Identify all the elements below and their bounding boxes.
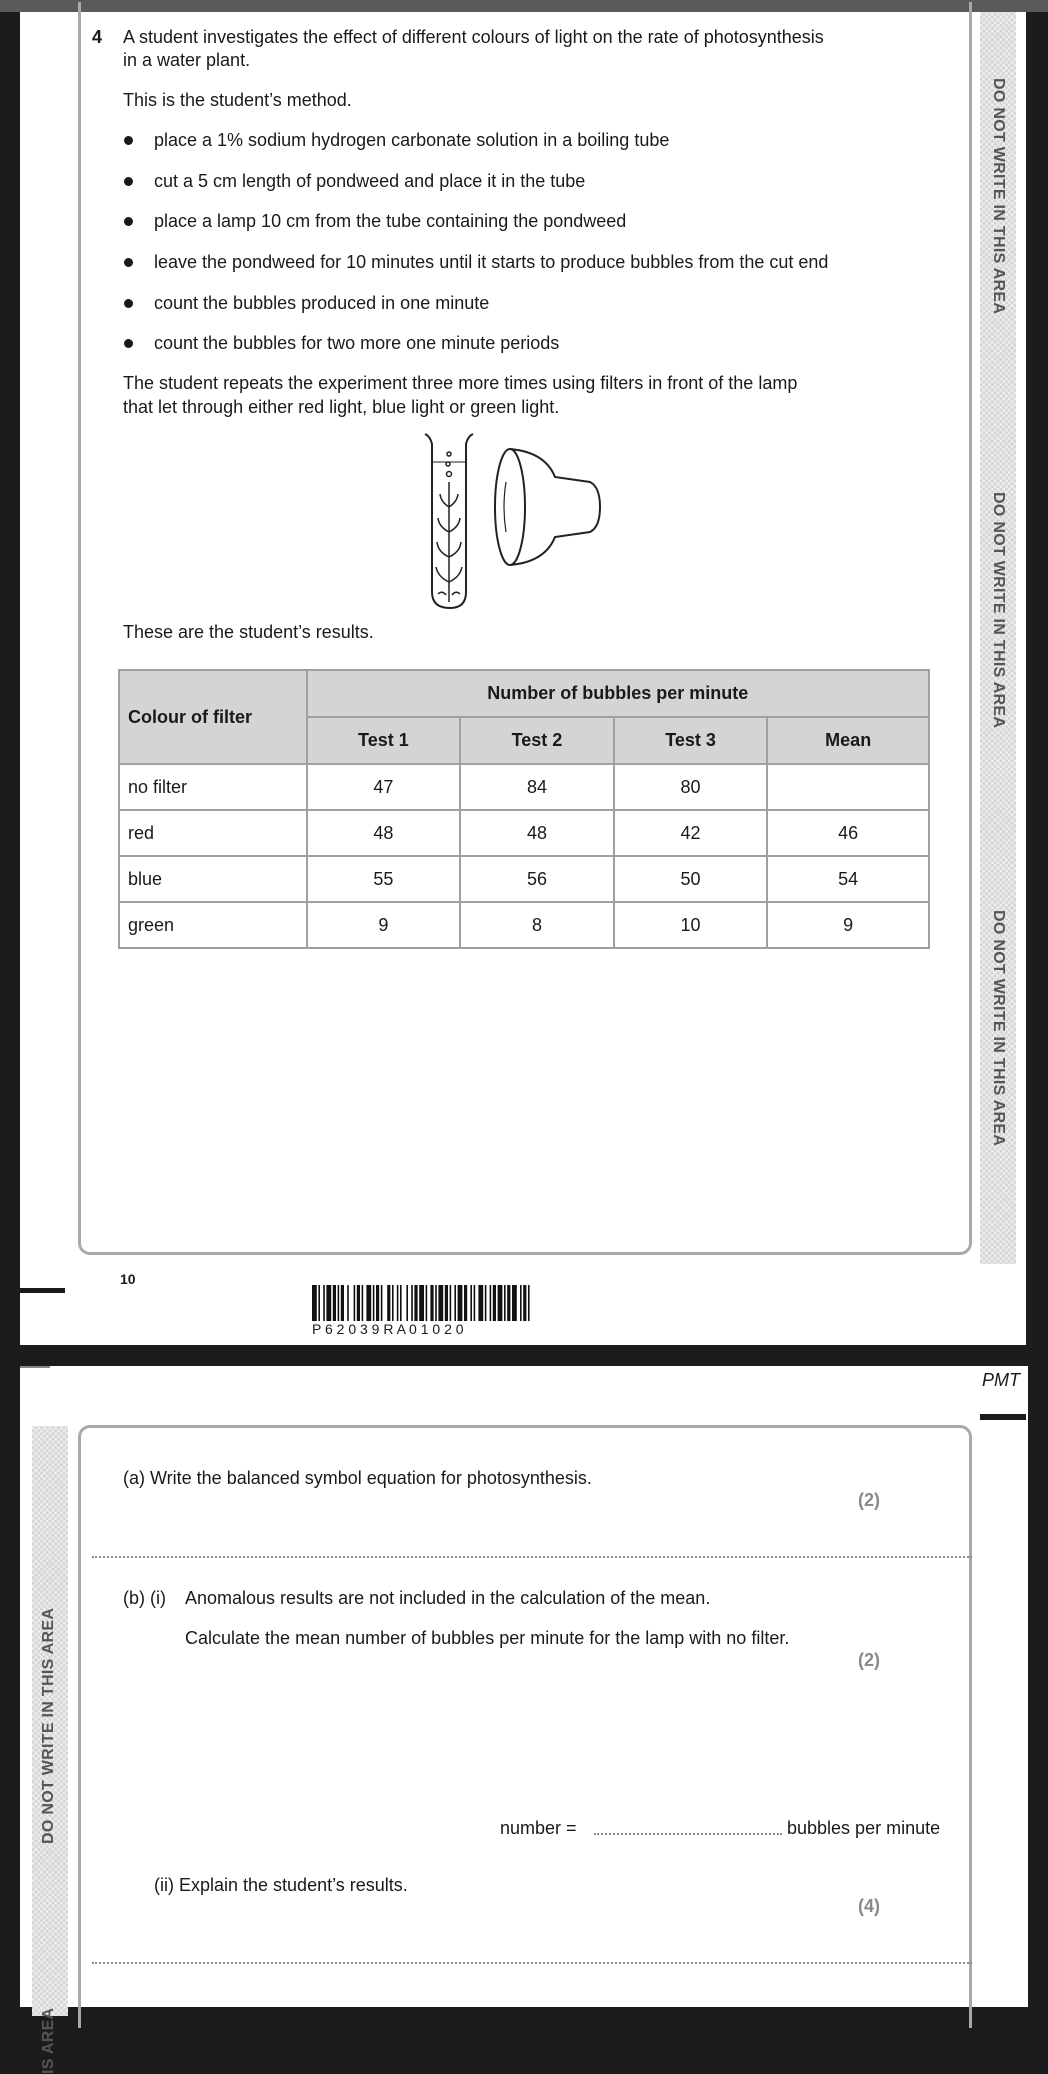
bullet-icon <box>124 217 133 226</box>
repeat-line-1: The student repeats the experiment three more times using filters in front of the lamp <box>123 373 798 393</box>
cell-test-2: 8 <box>460 902 614 948</box>
answer-frame <box>78 1425 972 2028</box>
part-b-i-marks: (2) <box>858 1650 880 1670</box>
method-step-5: count the bubbles produced in one minute <box>154 293 490 313</box>
cell-test-3: 10 <box>614 902 768 948</box>
pmt-label: PMT <box>982 1370 1020 1390</box>
header-test-2: Test 2 <box>460 717 614 764</box>
cell-test-2: 48 <box>460 810 614 856</box>
answer-line-a[interactable] <box>92 1556 972 1558</box>
cell-filter: blue <box>119 856 307 902</box>
margin-warning-4: DO NOT WRITE IN THIS AREA <box>40 1607 57 1844</box>
method-step-3: place a lamp 10 cm from the tube containing the pondweed <box>154 211 627 231</box>
registration-mark <box>980 1414 1026 1420</box>
header-bubbles-per-minute: Number of bubbles per minute <box>307 670 929 717</box>
pondweed-icon <box>436 452 462 602</box>
cell-test-1: 47 <box>307 764 461 810</box>
part-b-ii-marks: (4) <box>858 1896 880 1916</box>
cell-mean: 54 <box>767 856 929 902</box>
margin-warning-5: IS AREA <box>40 2007 57 2074</box>
table-row <box>119 856 929 902</box>
part-b-ii-question: (ii) Explain the student’s results. <box>154 1875 408 1895</box>
answer-line-b-ii[interactable] <box>92 1962 972 1964</box>
cell-mean-empty[interactable] <box>767 764 929 810</box>
method-step-1: place a 1% sodium hydrogen carbonate solution in a boiling tube <box>154 130 670 150</box>
table-row <box>119 902 929 948</box>
method-step-4: leave the pondweed for 10 minutes until it starts to produce bubbles from the cut end <box>154 252 829 272</box>
bullet-icon <box>124 136 133 145</box>
exam-page-11 <box>20 1366 1028 2074</box>
cell-mean: 9 <box>767 902 929 948</box>
question-number: 4 <box>92 27 103 47</box>
cell-test-1: 55 <box>307 856 461 902</box>
cell-test-2: 84 <box>460 764 614 810</box>
cell-test-3: 50 <box>614 856 768 902</box>
bullet-icon <box>124 177 133 186</box>
results-table <box>118 669 930 949</box>
method-step-2: cut a 5 cm length of pondweed and place it in the tube <box>154 171 586 191</box>
part-b-i-statement: Anomalous results are not included in the calculation of the mean. <box>185 1588 711 1608</box>
table-header-row <box>119 670 929 717</box>
header-test-1: Test 1 <box>307 717 461 764</box>
barcode-icon <box>312 1285 734 1321</box>
part-a-marks: (2) <box>858 1490 880 1510</box>
method-intro: This is the student’s method. <box>123 90 352 110</box>
table-row <box>119 810 929 856</box>
cell-test-1: 48 <box>307 810 461 856</box>
cell-filter: red <box>119 810 307 856</box>
cell-mean: 46 <box>767 810 929 856</box>
bullet-icon <box>124 299 133 308</box>
page-number: 10 <box>120 1271 136 1287</box>
margin-warning-3: DO NOT WRITE IN THIS AREA <box>990 910 1007 1147</box>
barcode-text: P 6 2 0 3 9 R A 0 1 0 2 0 <box>312 1321 464 1337</box>
cell-test-1: 9 <box>307 902 461 948</box>
part-b-i-instruction: Calculate the mean number of bubbles per minute for the lamp with no filter. <box>185 1628 790 1648</box>
margin-warning-1: DO NOT WRITE IN THIS AREA <box>990 78 1007 315</box>
lamp-icon <box>495 449 600 565</box>
exam-page-10 <box>20 12 1026 1345</box>
right-margin-hatch <box>980 12 1016 1264</box>
table-row <box>119 764 929 810</box>
apparatus-diagram <box>420 432 650 612</box>
cell-test-3: 42 <box>614 810 768 856</box>
results-intro: These are the student’s results. <box>123 622 374 642</box>
margin-warning-2: DO NOT WRITE IN THIS AREA <box>990 492 1007 729</box>
cell-filter: no filter <box>119 764 307 810</box>
repeat-line-2: that let through either red light, blue light or green light. <box>123 397 560 417</box>
bullet-icon <box>124 258 133 267</box>
bullet-icon <box>124 339 133 348</box>
intro-line-1: A student investigates the effect of different colours of light on the rate of photosynthesis <box>123 27 824 47</box>
part-a-question: (a) Write the balanced symbol equation for photosynthesis. <box>123 1468 592 1488</box>
registration-mark <box>20 1288 65 1293</box>
header-mean: Mean <box>767 717 929 764</box>
answer-prefix: number = <box>500 1818 577 1838</box>
cell-test-3: 80 <box>614 764 768 810</box>
answer-suffix: bubbles per minute <box>787 1818 941 1838</box>
cell-test-2: 56 <box>460 856 614 902</box>
page-gap <box>20 1345 1028 1366</box>
header-colour-of-filter: Colour of filter <box>119 670 307 764</box>
cell-filter: green <box>119 902 307 948</box>
header-test-3: Test 3 <box>614 717 768 764</box>
part-b-i-label: (b) (i) <box>123 1588 166 1608</box>
left-margin-hatch <box>32 1426 68 2074</box>
registration-mark <box>20 1366 50 1368</box>
answer-line-b-i[interactable] <box>594 1833 782 1835</box>
intro-line-2: in a water plant. <box>123 50 251 70</box>
method-step-6: count the bubbles for two more one minute periods <box>154 333 560 353</box>
